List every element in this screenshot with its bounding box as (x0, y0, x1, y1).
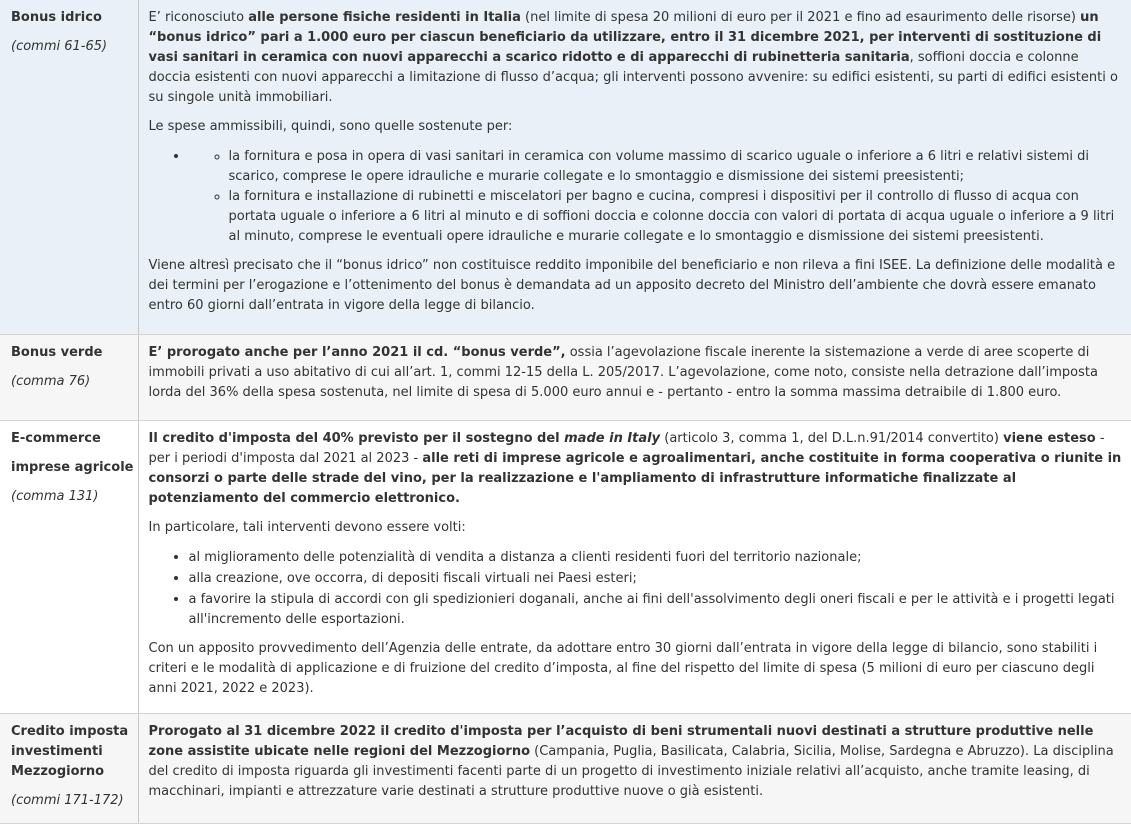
paragraph-intro: Prorogato al 31 dicembre 2022 il credito d'imposta per l’acquisto di beni strumentali nuovi destinati a strutture produttive nelle zone assistite ubicate nelle regioni del Mezzogiorno (Campania, Puglia, Basilicata, Calabria, Sicilia, Molise, Sardegna e Abruzzo). La disciplina del credito di imposta riguarda gli investimenti facenti parte di un progetto di investimento iniziale relativi all’acquisto, anche tramite leasing, di macchinari, impianti e attrezzature varie destinati a strutture produttive nuove o già esistenti. (148, 723, 1114, 799)
row-content-cell (138, 713, 1131, 823)
sub-list (189, 147, 1124, 247)
list-item: • a favorire la stipula di accordi con gli spedizionieri doganali, anche ai fini dell'assolvimento degli oneri fiscali e per le attività e i progetti legati all'incremento delle esportazioni. (189, 589, 1124, 630)
row-title-line: imprese agricole (11, 459, 134, 475)
row-title-line: E-commerce (11, 430, 101, 446)
paragraph-intro: E’ riconosciuto alle persone fisiche residenti in Italia (nel limite di spesa 20 milioni di euro per il 2021 e fino ad esaurimento delle risorse) un “bonus idrico” pari a 1.000 euro per ciascun beneficiario da utilizzare, entro il 31 dicembre 2021, per interventi di sostituzione di vasi sanitari in ceramica con nuovi apparecchi a scarico ridotto e di apparecchi di rubinetteria sanitaria, soffioni doccia e colonne doccia esistenti con nuovi apparecchi a limitazione di flusso d’acqua; gli interventi possono avvenire: su edifici esistenti, su parti di edifici esistenti o su singole unità immobiliari. (148, 10, 1118, 105)
bullet-list (149, 547, 1124, 630)
paragraph-spese: Le spese ammissibili, quindi, sono quelle sostenute per: (148, 119, 513, 134)
table-row (0, 420, 1131, 713)
paragraph-particolare: In particolare, tali interventi devono essere volti: (148, 519, 466, 535)
row-title-line: Credito imposta (11, 723, 129, 739)
row-title-line: Mezzogiorno (11, 763, 105, 779)
table-row (0, 334, 1131, 420)
row-label-cell (0, 0, 138, 334)
row-label-cell (0, 713, 138, 823)
paragraph-note: Viene altresì precisato che il “bonus idrico” non costituisce reddito imponibile del beneficiario e non rileva a fini ISEE. La definizione delle modalità e dei termini per l’erogazione e l’ottenimento del bonus è demandata ad un apposito decreto del Ministro dell’ambiente che dovrà essere emanato entro 60 giorni dall’entrata in vigore della legge di bilancio. (148, 258, 1116, 313)
row-content-cell (138, 0, 1131, 334)
row-title: Bonus idrico (11, 10, 102, 25)
row-commi: (comma 131) (11, 488, 99, 504)
list-item: ◦ la fornitura e installazione di rubinetti e miscelatori per bagno e cucina, compresi i dispositivi per il controllo di flusso di acqua con portata uguale o inferiore a 6 litri al minuto e di soffioni doccia e colonne doccia con valori di portata di acqua uguale o inferiore a 9 litri al minuto, comprese le eventuali opere idrauliche e murarie collegate e lo smontaggio e dismissione dei sistemi preesistenti. (229, 187, 1124, 247)
row-commi: (comma 76) (11, 373, 91, 389)
table-row (0, 713, 1131, 823)
row-label-cell (0, 420, 138, 713)
nested-list (149, 146, 1124, 247)
list-item: ◦ • la fornitura e posa in opera di vasi sanitari in ceramica con volume massimo di scarico uguale o inferiore a 6 litri e relativi sistemi di scarico, comprese le opere idrauliche e murarie collegate e lo smontaggio e dismissione dei sistemi preesistenti; (229, 147, 1124, 187)
row-content-cell (138, 334, 1131, 420)
row-commi: (commi 61-65) (11, 39, 108, 54)
paragraph-intro: Il credito d'imposta del 40% previsto per il sostegno del made in Italy (articolo 3, comma 1, del D.L.n.91/2014 convertito) viene esteso - per i periodi d'imposta dal 2021 al 2023 - alle reti di imprese agricole e agroalimentari, anche costituite in forma cooperativa o riunite in consorzi o parte delle strade del vino, per la realizzazione e l'ampliamento di infrastrutture informatiche finalizzate al potenziamento del commercio elettronico. (148, 430, 1122, 506)
row-label-cell (0, 334, 138, 420)
row-content-cell (138, 420, 1131, 713)
list-item: • al miglioramento delle potenzialità di vendita a distanza a clienti residenti fuori del territorio nazionale; (189, 547, 1124, 568)
paragraph-note: Con un apposito provvedimento dell’Agenzia delle entrate, da adottare entro 30 giorni dall’entrata in vigore della legge di bilancio, sono stabiliti i criteri e le modalità di applicazione e di fruizione del credito d’imposta, al fine del rispetto del limite di spesa (5 milioni di euro per ciascuno degli anni 2021, 2022 e 2023). (148, 640, 1098, 696)
table-row (0, 0, 1131, 334)
paragraph-intro: E’ prorogato anche per l’anno 2021 il cd. “bonus verde”, ossia l’agevolazione fiscale inerente la sistemazione a verde di aree scoperte di immobili privati a uso abitativo di cui all’art. 1, commi 12-15 della L. 205/2017. L’agevolazione, come noto, consiste nella detrazione dall’imposta lorda del 36% della spesa sostenuta, nel limite di spesa di 5.000 euro annui e - pertanto - entro la somma massima detraibile di 1.800 euro. (148, 344, 1098, 400)
row-commi: (commi 171-172) (11, 792, 124, 808)
row-title: Bonus verde (11, 344, 103, 360)
list-item (189, 146, 1124, 247)
list-item: • alla creazione, ove occorra, di depositi fiscali virtuali nei Paesi esteri; (189, 568, 1124, 589)
row-title-line: investimenti (11, 743, 103, 759)
